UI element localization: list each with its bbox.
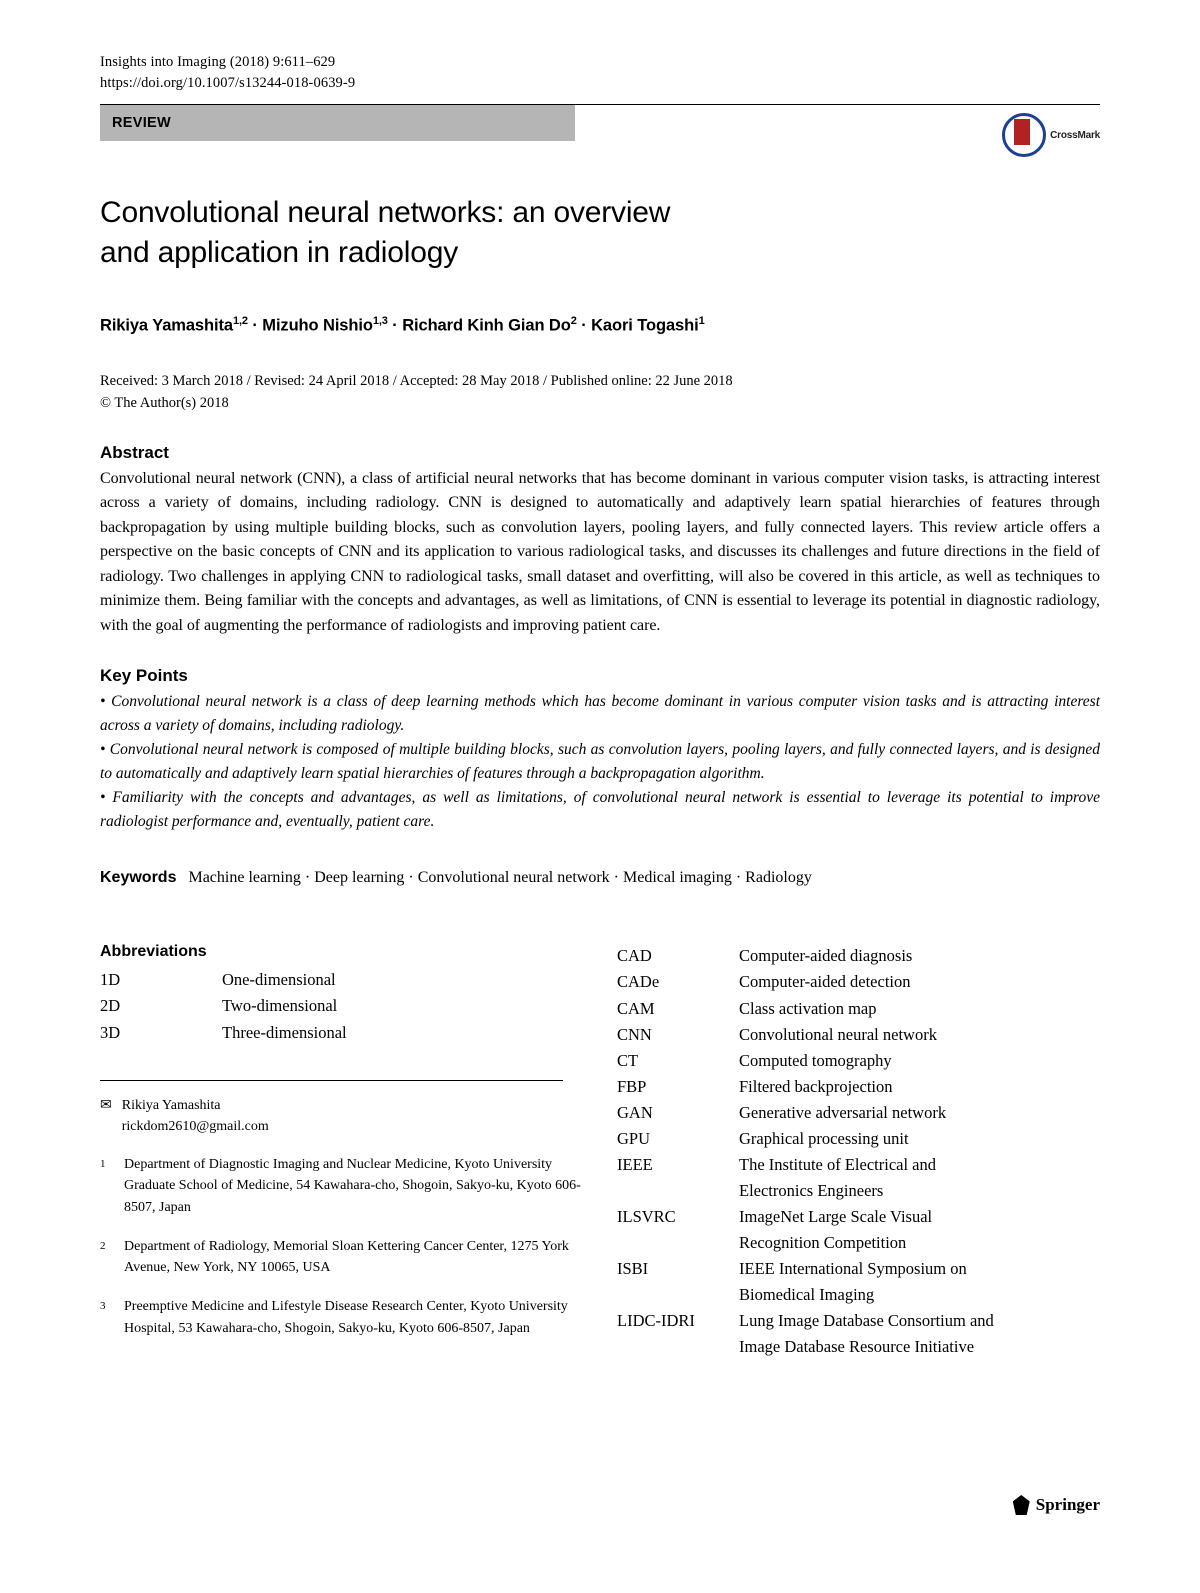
abbreviation-key: 1D bbox=[100, 970, 121, 990]
abbreviation-value-line-1: Lung Image Database Consortium and bbox=[739, 1311, 994, 1331]
abbreviation-value bbox=[739, 1308, 1100, 1360]
abstract-body: Convolutional neural network (CNN), a class of artificial neural networks that has become dominant in various computer vision tasks, is attracting interest across a variety of domains, including radiology. CNN is designed to automatically and adaptively learn spatial hierarchies of features through backpropagation by using multiple building blocks, such as convolution layers, pooling layers, and fully connected layers. This review article offers a perspective on the basic concepts of CNN and its application to various radiological tasks, and discusses its challenges and future directions in the field of radiology. Two challenges in applying CNN to radiological tasks, small dataset and overfitting, will also be covered in this article, as well as techniques to minimize them. Being familiar with the concepts and advantages, as well as limitations, of CNN is essential to leverage its potential in diagnostic radiology, with the goal of augmenting the performance of radiologists and improving patient care. bbox=[100, 469, 1100, 634]
title-line-1: Convolutional neural networks: an overview bbox=[100, 196, 671, 230]
abbreviation-row bbox=[617, 1100, 1100, 1126]
corresponding-author-name: Rikiya Yamashita bbox=[121, 1097, 221, 1113]
abbreviation-value: Three-dimensional bbox=[222, 1022, 347, 1042]
keywords-label: Keywords bbox=[100, 869, 177, 887]
abbreviation-key: CAD bbox=[617, 946, 652, 966]
abbreviation-key: 3D bbox=[100, 1022, 121, 1042]
corresponding-author-email[interactable]: rickdom2610@gmail.com bbox=[121, 1118, 269, 1134]
keywords-line bbox=[100, 869, 1100, 887]
key-point-item: • Convolutional neural network is composed of multiple building blocks, such as convolution layers, pooling layers, and fully connected layers, and is designed to automatically and adaptively learn spatial hierarchies of features through a backpropagation algorithm. bbox=[100, 741, 1100, 782]
journal-doi[interactable]: https://doi.org/10.1007/s13244-018-0639-9 bbox=[100, 75, 356, 92]
abbreviation-row bbox=[100, 1020, 583, 1046]
crossmark-icon bbox=[1002, 113, 1046, 157]
abbreviation-row bbox=[617, 943, 1100, 969]
abbreviation-value-line-2: Electronics Engineers bbox=[739, 1180, 884, 1200]
abbreviation-key: GPU bbox=[617, 1128, 651, 1148]
affiliation-item bbox=[100, 1236, 583, 1279]
received-revised-accepted: Received: 3 March 2018 / Revised: 24 April 2018 / Accepted: 28 May 2018 / Published online: 22 June 2018 bbox=[100, 373, 733, 390]
abbreviation-value: Computer-aided detection bbox=[739, 972, 911, 992]
abbreviation-key: CNN bbox=[617, 1024, 652, 1044]
abbreviation-value-line-2: Recognition Competition bbox=[739, 1233, 907, 1253]
affiliation-text: Department of Radiology, Memorial Sloan Kettering Cancer Center, 1275 York Avenue, New York, NY 10065, USA bbox=[124, 1238, 569, 1276]
abbreviation-value: Computed tomography bbox=[739, 1050, 892, 1070]
springer-icon bbox=[1013, 1495, 1030, 1515]
two-column-section bbox=[100, 943, 1100, 1360]
abbreviation-value bbox=[739, 1204, 1100, 1256]
abbreviation-value: Computer-aided diagnosis bbox=[739, 946, 913, 966]
abbreviation-value: Graphical processing unit bbox=[739, 1128, 909, 1148]
abbreviation-value: Filtered backprojection bbox=[739, 1076, 893, 1096]
abbreviation-row bbox=[617, 1308, 1100, 1360]
badge-row bbox=[100, 105, 1100, 167]
abbreviation-key: GAN bbox=[617, 1102, 653, 1122]
abbreviation-row bbox=[617, 1048, 1100, 1074]
abbreviation-key: 2D bbox=[100, 996, 121, 1016]
affiliation-divider bbox=[100, 1080, 563, 1081]
abbreviation-value-line-1: The Institute of Electrical and bbox=[739, 1154, 937, 1174]
abbreviation-row bbox=[617, 1126, 1100, 1152]
abbreviation-row bbox=[617, 1152, 1100, 1204]
abbreviation-row bbox=[617, 1074, 1100, 1100]
abbreviation-value-line-2: Image Database Resource Initiative bbox=[739, 1337, 975, 1357]
abbreviation-value bbox=[739, 1152, 1100, 1204]
abbreviation-row bbox=[617, 1204, 1100, 1256]
left-column bbox=[100, 943, 583, 1360]
page-title bbox=[100, 193, 1100, 273]
article-type-badge bbox=[100, 105, 575, 141]
abbreviation-row bbox=[617, 1022, 1100, 1048]
abstract-heading: Abstract bbox=[100, 442, 169, 462]
affiliation-marker: 1 bbox=[100, 1157, 106, 1170]
affiliation-item bbox=[100, 1154, 583, 1219]
abbreviation-key: LIDC-IDRI bbox=[617, 1311, 695, 1331]
envelope-icon: ✉ bbox=[100, 1097, 112, 1113]
key-point-item: • Familiarity with the concepts and advantages, as well as limitations, of convolutional neural network is essential to leverage its potential to improve radiologist performance and, eventually, patient care. bbox=[100, 789, 1100, 830]
journal-reference bbox=[100, 52, 1100, 94]
key-points-list bbox=[100, 690, 1100, 833]
title-line-2: and application in radiology bbox=[100, 235, 458, 269]
abbreviation-key: CAM bbox=[617, 998, 655, 1018]
abbreviation-row bbox=[617, 969, 1100, 995]
key-point-item: • Convolutional neural network is a class of deep learning methods which has become dominant in various computer vision tasks and is attracting interest across a variety of domains, including radiology. bbox=[100, 693, 1100, 734]
corresponding-author bbox=[100, 1095, 583, 1137]
abbreviation-row bbox=[100, 993, 583, 1019]
abbreviation-key: ILSVRC bbox=[617, 1207, 676, 1226]
abbreviation-value: Convolutional neural network bbox=[739, 1024, 937, 1044]
publication-dates bbox=[100, 371, 1100, 415]
abbreviations-heading: Abbreviations bbox=[100, 943, 207, 961]
affiliation-text: Department of Diagnostic Imaging and Nuclear Medicine, Kyoto University Graduate School of Medicine, 54 Kawahara-cho, Shogoin, Sakyo-ku, Kyoto 606-8507, Japan bbox=[124, 1156, 581, 1215]
abbreviation-value-line-2: Biomedical Imaging bbox=[739, 1285, 875, 1305]
publisher-logo bbox=[1013, 1495, 1100, 1515]
abbreviation-key: CADe bbox=[617, 972, 660, 992]
abbreviation-row bbox=[617, 1256, 1100, 1308]
abbreviation-value bbox=[739, 1256, 1100, 1308]
abbreviation-value: Class activation map bbox=[739, 998, 877, 1018]
abbreviation-key: CT bbox=[617, 1050, 639, 1070]
crossmark-logo[interactable] bbox=[1002, 113, 1100, 157]
copyright-line: © The Author(s) 2018 bbox=[100, 395, 229, 412]
affiliation-item bbox=[100, 1296, 583, 1339]
abbreviation-key: IEEE bbox=[617, 1154, 653, 1174]
right-column bbox=[617, 943, 1100, 1360]
abbreviation-key: FBP bbox=[617, 1076, 647, 1096]
crossmark-label: CrossMark bbox=[1050, 129, 1100, 141]
article-type-label: REVIEW bbox=[112, 115, 171, 132]
affiliation-text: Preemptive Medicine and Lifestyle Disease Research Center, Kyoto University Hospital, 53 Kawahara-cho, Shogoin, Sakyo-ku, Kyoto 606-8507, Japan bbox=[124, 1299, 568, 1336]
abbreviation-value-line-1: IEEE International Symposium on bbox=[739, 1259, 967, 1279]
affiliation-marker: 2 bbox=[100, 1239, 106, 1252]
keywords-value: Machine learning · Deep learning · Convolutional neural network · Medical imaging · Radiology bbox=[188, 869, 812, 887]
abbreviation-value: Two-dimensional bbox=[222, 996, 338, 1016]
abbreviation-row bbox=[617, 996, 1100, 1022]
author-list: Rikiya Yamashita$^{1,2}$ · Mizuho Nishio$^{1,3}$ · Richard Kinh Gian $Do^2$ · Kaori Togashi$^1$ bbox=[100, 314, 705, 335]
publisher-name: Springer bbox=[1035, 1495, 1100, 1514]
abbreviation-value: One-dimensional bbox=[222, 970, 336, 990]
abbreviation-row bbox=[100, 967, 583, 993]
abbreviation-key: ISBI bbox=[617, 1259, 649, 1279]
journal-citation: Insights into Imaging (2018) 9:611–629 bbox=[100, 54, 336, 70]
abbreviation-value-line-1: ImageNet Large Scale Visual bbox=[739, 1207, 933, 1226]
abbreviation-value: Generative adversarial network bbox=[739, 1102, 947, 1122]
key-points-heading: Key Points bbox=[100, 666, 188, 686]
affiliation-marker: 3 bbox=[100, 1300, 106, 1312]
